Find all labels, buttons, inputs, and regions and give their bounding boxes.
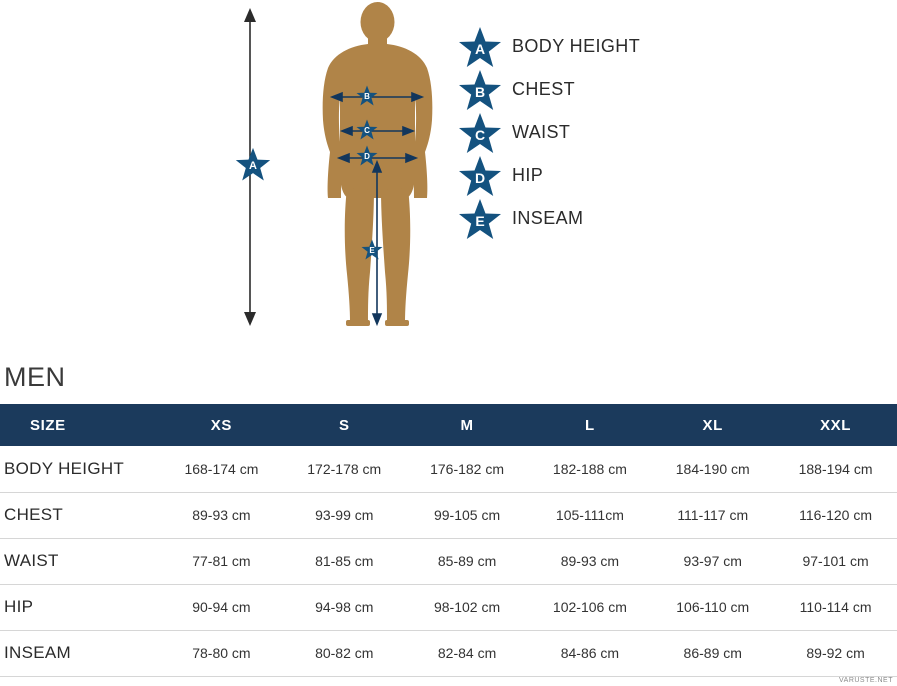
- cell: 93-99 cm: [283, 492, 406, 538]
- legend-label: BODY HEIGHT: [512, 36, 641, 56]
- marker-e-inseam: [361, 239, 383, 261]
- page-title: MEN: [4, 362, 66, 392]
- legend-letter: E: [475, 212, 485, 229]
- column-header-m: M: [406, 404, 529, 446]
- marker-d-hip: [356, 145, 378, 167]
- table-row: [0, 630, 897, 676]
- cell: 98-102 cm: [406, 584, 529, 630]
- legend-badge-a: [458, 26, 502, 70]
- column-header-s: S: [283, 404, 406, 446]
- table-row: [0, 584, 897, 630]
- legend-label: WAIST: [512, 122, 571, 142]
- cell: 99-105 cm: [406, 492, 529, 538]
- legend-item: [458, 155, 758, 198]
- cell: 80-82 cm: [283, 630, 406, 676]
- legend: [458, 26, 758, 241]
- row-label: CHEST: [0, 492, 160, 538]
- cell: 89-92 cm: [774, 630, 897, 676]
- cell: 97-101 cm: [774, 538, 897, 584]
- marker-a-body-height: [235, 147, 271, 183]
- legend-item: [458, 69, 758, 112]
- table-row: [0, 446, 897, 492]
- column-header-xl: XL: [651, 404, 774, 446]
- legend-item: [458, 198, 758, 241]
- marker-b-letter: B: [364, 92, 370, 101]
- cell: 184-190 cm: [651, 446, 774, 492]
- cell: 77-81 cm: [160, 538, 283, 584]
- table-row: [0, 538, 897, 584]
- cell: 182-188 cm: [528, 446, 651, 492]
- cell: 116-120 cm: [774, 492, 897, 538]
- marker-c-waist: [356, 119, 378, 141]
- marker-b-chest: [356, 85, 378, 107]
- marker-c-letter: C: [364, 126, 370, 135]
- cell: 84-86 cm: [528, 630, 651, 676]
- marker-d-letter: D: [364, 152, 370, 161]
- row-label: WAIST: [0, 538, 160, 584]
- table-body: [0, 446, 897, 676]
- legend-letter: B: [474, 83, 486, 100]
- cell: 81-85 cm: [283, 538, 406, 584]
- cell: 90-94 cm: [160, 584, 283, 630]
- table-row: [0, 492, 897, 538]
- cell: 168-174 cm: [160, 446, 283, 492]
- cell: 172-178 cm: [283, 446, 406, 492]
- size-table: [0, 404, 897, 677]
- cell: 111-117 cm: [651, 492, 774, 538]
- marker-e-letter: E: [369, 246, 375, 255]
- legend-item: [458, 112, 758, 155]
- legend-item: [458, 26, 758, 69]
- cell: 102-106 cm: [528, 584, 651, 630]
- row-label: INSEAM: [0, 630, 160, 676]
- cell: 89-93 cm: [160, 492, 283, 538]
- cell: 106-110 cm: [651, 584, 774, 630]
- cell: 86-89 cm: [651, 630, 774, 676]
- legend-letter: A: [474, 40, 486, 57]
- cell: 188-194 cm: [774, 446, 897, 492]
- column-header-l: L: [528, 404, 651, 446]
- marker-a-letter: A: [249, 159, 257, 172]
- legend-letter: D: [474, 169, 486, 186]
- legend-label: INSEAM: [512, 208, 584, 228]
- row-label: HIP: [0, 584, 160, 630]
- column-header-xxl: XXL: [774, 404, 897, 446]
- legend-badge-b: [458, 69, 502, 113]
- cell: 78-80 cm: [160, 630, 283, 676]
- table-header: [0, 404, 897, 446]
- table-header-row: [0, 404, 897, 446]
- legend-badge-d: [458, 155, 502, 199]
- legend-letter: C: [474, 126, 486, 143]
- cell: 89-93 cm: [528, 538, 651, 584]
- cell: 176-182 cm: [406, 446, 529, 492]
- column-header-size: SIZE: [0, 404, 160, 446]
- legend-label: CHEST: [512, 79, 576, 99]
- legend-badge-c: [458, 112, 502, 156]
- cell: 105-111cm: [528, 492, 651, 538]
- cell: 110-114 cm: [774, 584, 897, 630]
- row-label: BODY HEIGHT: [0, 446, 160, 492]
- legend-badge-e: [458, 198, 502, 242]
- legend-label: HIP: [512, 165, 544, 185]
- cell: 85-89 cm: [406, 538, 529, 584]
- column-header-xs: XS: [160, 404, 283, 446]
- cell: 94-98 cm: [283, 584, 406, 630]
- cell: 82-84 cm: [406, 630, 529, 676]
- cell: 93-97 cm: [651, 538, 774, 584]
- watermark: VARUSTE.NET: [839, 677, 893, 684]
